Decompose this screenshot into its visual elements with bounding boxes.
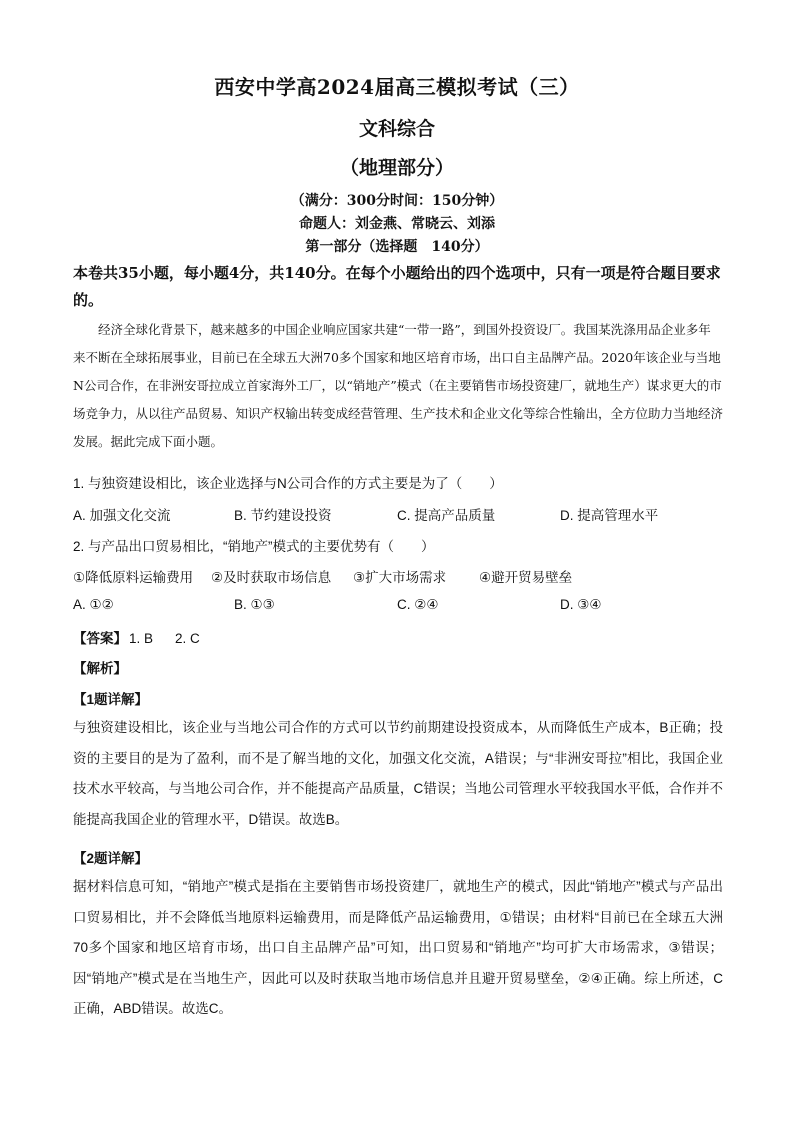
exam-title: 西安中学高2024届高三模拟考试（三） xyxy=(214,75,580,99)
exam-subtitle: 文科综合 xyxy=(358,118,435,140)
section-heading: 第一部分（选择题 140分） xyxy=(305,239,489,255)
q2-statement-2: ②及时获取市场信息 xyxy=(211,570,332,585)
q1-option-a[interactable]: A. 加强文化交流 xyxy=(73,508,171,523)
detail-1-label: 【1题详解】 xyxy=(73,692,149,707)
q2-statement-4: ④避开贸易壁垒 xyxy=(479,570,573,585)
question-1-stem: 1. 与独资建设相比，该企业选择与N公司合作的方式主要是为了（ ） xyxy=(73,476,503,491)
q1-option-d[interactable]: D. 提高管理水平 xyxy=(560,508,659,523)
q2-option-b[interactable]: B. ①③ xyxy=(234,597,275,612)
answer-1: 1. B xyxy=(129,631,154,646)
q2-option-d[interactable]: D. ③④ xyxy=(560,597,602,612)
instructions: 本卷共35小题，每小题4分，共140分。在每个小题给出的四个选项中，只有一项是符合题目要求的。 xyxy=(73,264,721,309)
q2-statement-1: ①降低原料运输费用 xyxy=(73,570,194,585)
authors: 命题人：刘金燕、常晓云、刘添 xyxy=(299,216,495,232)
q2-statement-3: ③扩大市场需求 xyxy=(353,570,447,585)
detail-2-text: 据材料信息可知，“销地产”模式是指在主要销售市场投资建厂，就地生产的模式，因此“销地产”模式与产品出口贸易相比，并不会降低当地原料运输费用，而是降低产品运输费用，①错误；由材料“目前已在全球五大洲70多个国家和地区培育市场，出口自主品牌产品”可知，出口贸易和“销地产”均可扩大市场需求，③错误；因“销地产”模式是在当地生产，因此可以及时获取当地市场信息并且避开贸易壁垒，②④正确。综上所述，C正确，ABD错误。故选C。 xyxy=(73,879,723,1016)
answer-2: 2. C xyxy=(175,631,200,646)
answer-line xyxy=(73,627,200,647)
q2-option-a[interactable]: A. ①② xyxy=(73,597,114,612)
analysis-label: 【解析】 xyxy=(73,661,127,676)
detail-1-text: 与独资建设相比，该企业与当地公司合作的方式可以节约前期建设投资成本，从而降低生产成本，B正确；投资的主要目的是为了盈利，而不是了解当地的文化，加强文化交流，A错误；与“非洲安哥拉”相比，我国企业技术水平较高，与当地公司合作，并不能提高产品质量，C错误；当地公司管理水平较我国水平低，合作并不能提高我国企业的管理水平，D错误。故选B。 xyxy=(73,720,723,827)
answer-label: 【答案】 xyxy=(73,631,127,646)
q2-option-c[interactable]: C. ②④ xyxy=(397,597,439,612)
q1-option-c[interactable]: C. 提高产品质量 xyxy=(397,508,496,523)
q1-option-b[interactable]: B. 节约建设投资 xyxy=(234,508,332,523)
material-paragraph: 经济全球化背景下，越来越多的中国企业响应国家共建“一带一路”，到国外投资设厂。我国某洗涤用品企业多年来不断在全球拓展事业，目前已在全球五大洲70多个国家和地区培育市场，出口自主品牌产品。2020年该企业与当地N公司合作，在非洲安哥拉成立首家海外工厂，以“销地产”模式（在主要销售市场投资建厂，就地生产）谋求更大的市场竞争力，从以往产品贸易、知识产权输出转变成经营管理、生产技术和企业文化等综合性输出，全方位助力当地经济发展。据此完成下面小题。 xyxy=(73,322,724,449)
detail-2-label: 【2题详解】 xyxy=(73,851,149,866)
question-2-stem: 2. 与产品出口贸易相比，“销地产”模式的主要优势有（ ） xyxy=(73,539,435,554)
exam-part: （地理部分） xyxy=(339,157,454,179)
score-time: （满分：300分时间：150分钟） xyxy=(290,193,504,209)
